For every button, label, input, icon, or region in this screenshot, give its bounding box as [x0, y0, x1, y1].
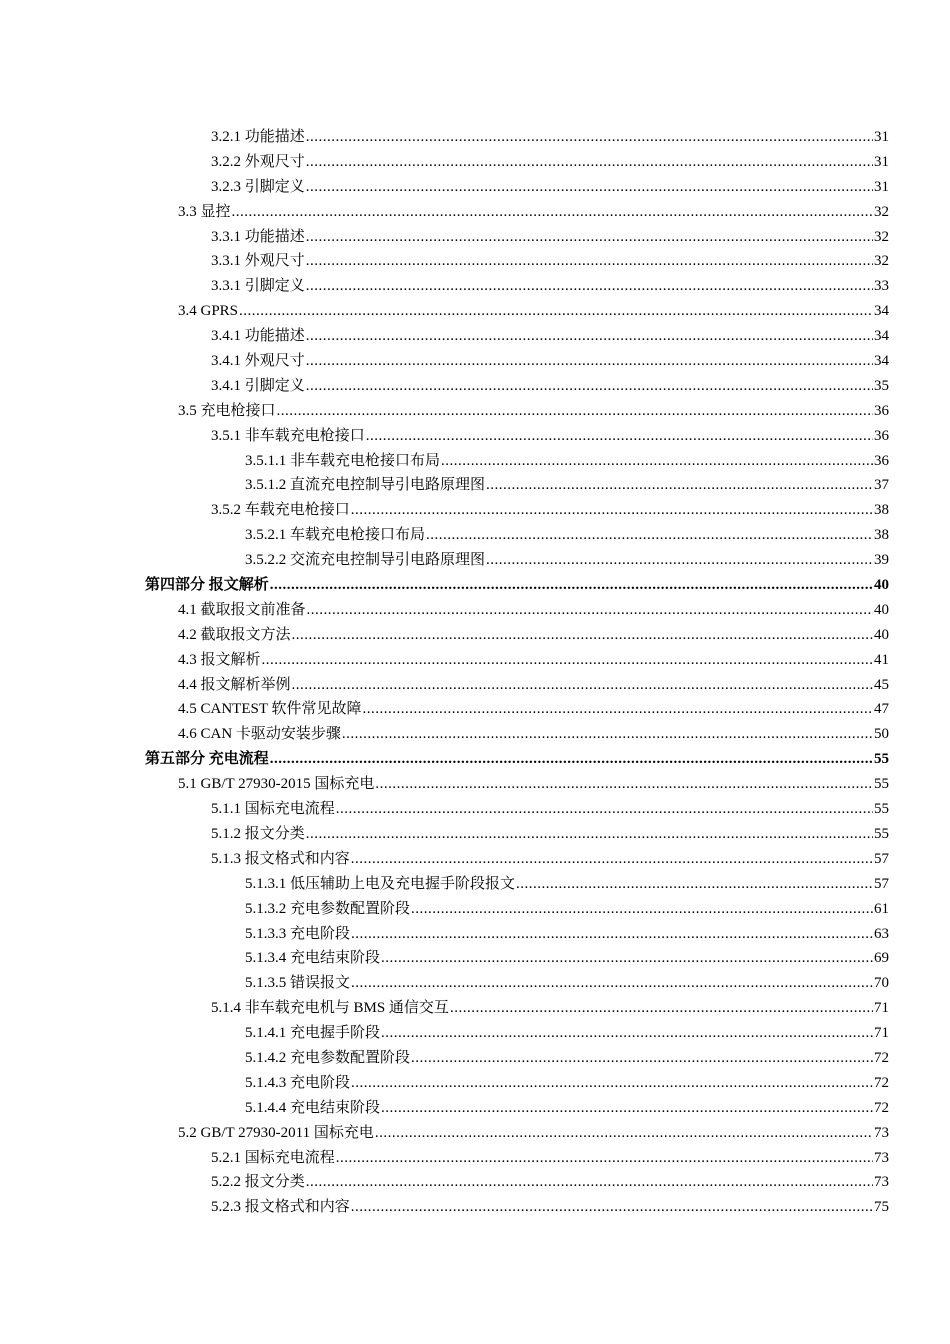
toc-entry-title: 4.1 截取报文前准备	[178, 601, 306, 618]
toc-entry[interactable]	[0, 573, 950, 598]
toc-entry[interactable]	[0, 449, 950, 474]
toc-dot-leader	[411, 1046, 873, 1071]
toc-entry-page-number: 34	[874, 353, 889, 370]
toc-entry-page-number: 47	[874, 701, 889, 718]
toc-entry-page-number: 72	[874, 1049, 889, 1066]
toc-entry-title: 3.3.1 引脚定义	[211, 278, 305, 295]
toc-dot-leader	[351, 971, 873, 996]
toc-entry-title: 5.1.2 报文分类	[211, 825, 305, 842]
toc-dot-leader	[239, 299, 873, 324]
toc-entry-title: 3.4.1 引脚定义	[211, 377, 305, 394]
toc-entry-page-number: 32	[874, 253, 889, 270]
toc-entry[interactable]	[0, 1146, 950, 1171]
toc-entry-title: 5.1.3.3 充电阶段	[245, 925, 351, 942]
toc-entry[interactable]	[0, 548, 950, 573]
toc-entry-page-number: 55	[874, 825, 889, 842]
toc-dot-leader	[306, 324, 873, 349]
toc-entry-title: 4.5 CANTEST 软件常见故障	[178, 701, 362, 718]
toc-entry-page-number: 45	[874, 676, 889, 693]
toc-entry-title: 5.1.3.1 低压辅助上电及充电握手阶段报文	[245, 875, 516, 892]
toc-dot-leader	[516, 872, 873, 897]
toc-entry-title: 3.5.2.1 车载充电枪接口布局	[245, 527, 426, 544]
toc-entry-title: 3.5 充电枪接口	[178, 402, 276, 419]
toc-entry-title: 4.3 报文解析	[178, 651, 261, 668]
toc-entry[interactable]	[0, 150, 950, 175]
toc-entry-title: 5.2.2 报文分类	[211, 1174, 305, 1191]
toc-dot-leader	[292, 623, 873, 648]
toc-dot-leader	[336, 1146, 873, 1171]
toc-entry[interactable]	[0, 175, 950, 200]
toc-entry[interactable]	[0, 648, 950, 673]
toc-dot-leader	[306, 1170, 873, 1195]
toc-dot-leader	[351, 847, 873, 872]
toc-dot-leader	[342, 722, 873, 747]
toc-entry-page-number: 71	[874, 1025, 889, 1042]
toc-entry[interactable]	[0, 722, 950, 747]
toc-dot-leader	[306, 274, 873, 299]
toc-dot-leader	[306, 175, 873, 200]
toc-entry-page-number: 38	[874, 502, 889, 519]
toc-entry[interactable]	[0, 200, 950, 225]
toc-entry[interactable]	[0, 1071, 950, 1096]
toc-dot-leader	[450, 996, 873, 1021]
toc-entry-title: 5.1.4 非车载充电机与 BMS 通信交互	[211, 1000, 449, 1017]
toc-entry-page-number: 57	[874, 875, 889, 892]
toc-entry[interactable]	[0, 922, 950, 947]
toc-entry-page-number: 34	[874, 303, 889, 320]
toc-entry-page-number: 73	[874, 1149, 889, 1166]
toc-entry-title: 5.1.4.1 充电握手阶段	[245, 1025, 381, 1042]
toc-entry-page-number: 31	[874, 153, 889, 170]
toc-entry-page-number: 75	[874, 1199, 889, 1216]
toc-dot-leader	[411, 897, 873, 922]
toc-entry[interactable]	[0, 424, 950, 449]
toc-entry-page-number: 36	[874, 427, 889, 444]
toc-entry-title: 5.2.3 报文格式和内容	[211, 1199, 350, 1216]
toc-entry[interactable]	[0, 623, 950, 648]
toc-entry-page-number: 50	[874, 726, 889, 743]
toc-entry-title: 5.1.3.4 充电结束阶段	[245, 950, 381, 967]
toc-entry-title: 4.6 CAN 卡驱动安装步骤	[178, 726, 341, 743]
toc-dot-leader	[270, 573, 873, 598]
toc-dot-leader	[351, 498, 873, 523]
toc-entry-title: 3.2.1 功能描述	[211, 129, 305, 145]
toc-entry[interactable]	[0, 673, 950, 698]
toc-entry-page-number: 37	[874, 477, 889, 494]
toc-entry-title: 3.3.1 外观尺寸	[211, 253, 305, 270]
toc-entry-title: 5.1.3 报文格式和内容	[211, 850, 350, 867]
toc-entry-title: 3.5.2.2 交流充电控制导引电路原理图	[245, 552, 486, 569]
toc-entry-title: 4.2 截取报文方法	[178, 626, 291, 643]
toc-entry[interactable]	[0, 897, 950, 922]
toc-entry[interactable]	[0, 772, 950, 797]
toc-entry-title: 5.1.4.2 充电参数配置阶段	[245, 1049, 411, 1066]
toc-entry[interactable]	[0, 1046, 950, 1071]
toc-entry[interactable]	[0, 324, 950, 349]
toc-entry[interactable]	[0, 697, 950, 722]
toc-entry-page-number: 40	[874, 577, 889, 594]
toc-entry-page-number: 34	[874, 328, 889, 345]
toc-dot-leader	[277, 399, 873, 424]
toc-dot-leader	[306, 374, 873, 399]
toc-entry-page-number: 40	[874, 626, 889, 643]
toc-entry[interactable]	[0, 299, 950, 324]
toc-dot-leader	[375, 772, 873, 797]
toc-entry[interactable]	[0, 872, 950, 897]
toc-entry[interactable]	[0, 847, 950, 872]
toc-dot-leader	[306, 349, 873, 374]
toc-entry-page-number: 73	[874, 1174, 889, 1191]
toc-entry-title: 5.1.4.3 充电阶段	[245, 1074, 351, 1091]
toc-entry-title: 3.4.1 功能描述	[211, 328, 305, 345]
toc-entry-page-number: 72	[874, 1099, 889, 1116]
toc-entry-page-number: 41	[874, 651, 889, 668]
toc-entry-title: 第五部分 充电流程	[145, 751, 269, 768]
toc-dot-leader	[441, 449, 873, 474]
toc-entry[interactable]	[0, 971, 950, 996]
toc-dot-leader	[375, 1121, 873, 1146]
toc-entry[interactable]	[0, 1170, 950, 1195]
toc-entry-page-number: 69	[874, 950, 889, 967]
toc-entry-page-number: 31	[874, 178, 889, 195]
toc-entry-page-number: 31	[874, 129, 889, 145]
toc-dot-leader	[366, 424, 873, 449]
toc-entry-title: 3.4.1 外观尺寸	[211, 353, 305, 370]
toc-dot-leader	[306, 249, 873, 274]
toc-dot-leader	[351, 1071, 873, 1096]
toc-entry-title: 5.1.3.5 错误报文	[245, 975, 351, 992]
toc-entry-page-number: 38	[874, 527, 889, 544]
toc-entry-title: 3.2.2 外观尺寸	[211, 153, 305, 170]
toc-dot-leader	[362, 697, 873, 722]
toc-entry[interactable]	[0, 473, 950, 498]
toc-entry-page-number: 32	[874, 228, 889, 245]
toc-entry-page-number: 35	[874, 377, 889, 394]
toc-dot-leader	[306, 125, 873, 150]
toc-entry-title: 5.1.1 国标充电流程	[211, 801, 335, 818]
toc-entry-title: 3.3 显控	[178, 203, 231, 220]
toc-dot-leader	[381, 1021, 873, 1046]
toc-entry-page-number: 55	[874, 751, 889, 768]
toc-entry-page-number: 40	[874, 601, 889, 618]
toc-entry-title: 4.4 报文解析举例	[178, 676, 291, 693]
toc-entry-title: 3.5.1 非车载充电枪接口	[211, 427, 365, 444]
toc-entry[interactable]	[0, 747, 950, 772]
toc-entry[interactable]	[0, 1195, 950, 1220]
toc-entry[interactable]	[0, 399, 950, 424]
toc-entry[interactable]	[0, 797, 950, 822]
toc-entry[interactable]	[0, 274, 950, 299]
toc-entry[interactable]	[0, 598, 950, 623]
toc-entry-page-number: 32	[874, 203, 889, 220]
toc-entry[interactable]	[0, 125, 950, 150]
toc-dot-leader	[306, 225, 873, 250]
toc-entry[interactable]	[0, 1121, 950, 1146]
toc-entry[interactable]	[0, 822, 950, 847]
toc-dot-leader	[270, 747, 873, 772]
toc-dot-leader	[381, 946, 873, 971]
toc-entry-title: 3.3.1 功能描述	[211, 228, 305, 245]
toc-dot-leader	[232, 200, 873, 225]
toc-entry[interactable]	[0, 1096, 950, 1121]
toc-entry-title: 3.4 GPRS	[178, 303, 239, 320]
toc-entry-title: 第四部分 报文解析	[145, 577, 269, 594]
toc-entry-title: 3.2.3 引脚定义	[211, 178, 305, 195]
toc-dot-leader	[351, 922, 873, 947]
toc-dot-leader	[262, 648, 873, 673]
toc-entry-page-number: 61	[874, 900, 889, 917]
toc-entry-title: 3.5.1.1 非车载充电枪接口布局	[245, 452, 441, 469]
toc-entry-page-number: 33	[874, 278, 889, 295]
toc-entry-page-number: 63	[874, 925, 889, 942]
toc-entry-title: 3.5.2 车载充电枪接口	[211, 502, 350, 519]
toc-entry-title: 5.2.1 国标充电流程	[211, 1149, 335, 1166]
toc-entry-title: 5.1.3.2 充电参数配置阶段	[245, 900, 411, 917]
toc-entry-page-number: 55	[874, 801, 889, 818]
toc-entry[interactable]	[0, 374, 950, 399]
toc-entry-page-number: 36	[874, 402, 889, 419]
toc-entry-page-number: 39	[874, 552, 889, 569]
toc-dot-leader	[292, 673, 873, 698]
toc-entry[interactable]	[0, 225, 950, 250]
toc-dot-leader	[351, 1195, 873, 1220]
toc-entry-title: 5.1.4.4 充电结束阶段	[245, 1099, 381, 1116]
toc-dot-leader	[306, 150, 873, 175]
toc-entry-page-number: 36	[874, 452, 889, 469]
toc-dot-leader	[306, 822, 873, 847]
toc-dot-leader	[486, 548, 873, 573]
toc-entry[interactable]	[0, 498, 950, 523]
toc-entry-title: 5.1 GB/T 27930-2015 国标充电	[178, 776, 375, 793]
toc-dot-leader	[426, 523, 873, 548]
toc-entry-title: 5.2 GB/T 27930-2011 国标充电	[178, 1124, 374, 1141]
toc-dot-leader	[307, 598, 873, 623]
toc-entry[interactable]	[0, 996, 950, 1021]
toc-entry-page-number: 57	[874, 850, 889, 867]
toc-entry-page-number: 55	[874, 776, 889, 793]
toc-entry[interactable]	[0, 1021, 950, 1046]
toc-dot-leader	[381, 1096, 873, 1121]
toc-entry-page-number: 70	[874, 975, 889, 992]
toc-entry-page-number: 72	[874, 1074, 889, 1091]
toc-entry-page-number: 73	[874, 1124, 889, 1141]
toc-entry[interactable]	[0, 349, 950, 374]
table-of-contents	[0, 125, 950, 1220]
toc-entry-title: 3.5.1.2 直流充电控制导引电路原理图	[245, 477, 486, 494]
toc-dot-leader	[486, 473, 873, 498]
toc-dot-leader	[336, 797, 873, 822]
toc-entry[interactable]	[0, 946, 950, 971]
toc-entry[interactable]	[0, 249, 950, 274]
toc-entry-page-number: 71	[874, 1000, 889, 1017]
toc-entry[interactable]	[0, 523, 950, 548]
